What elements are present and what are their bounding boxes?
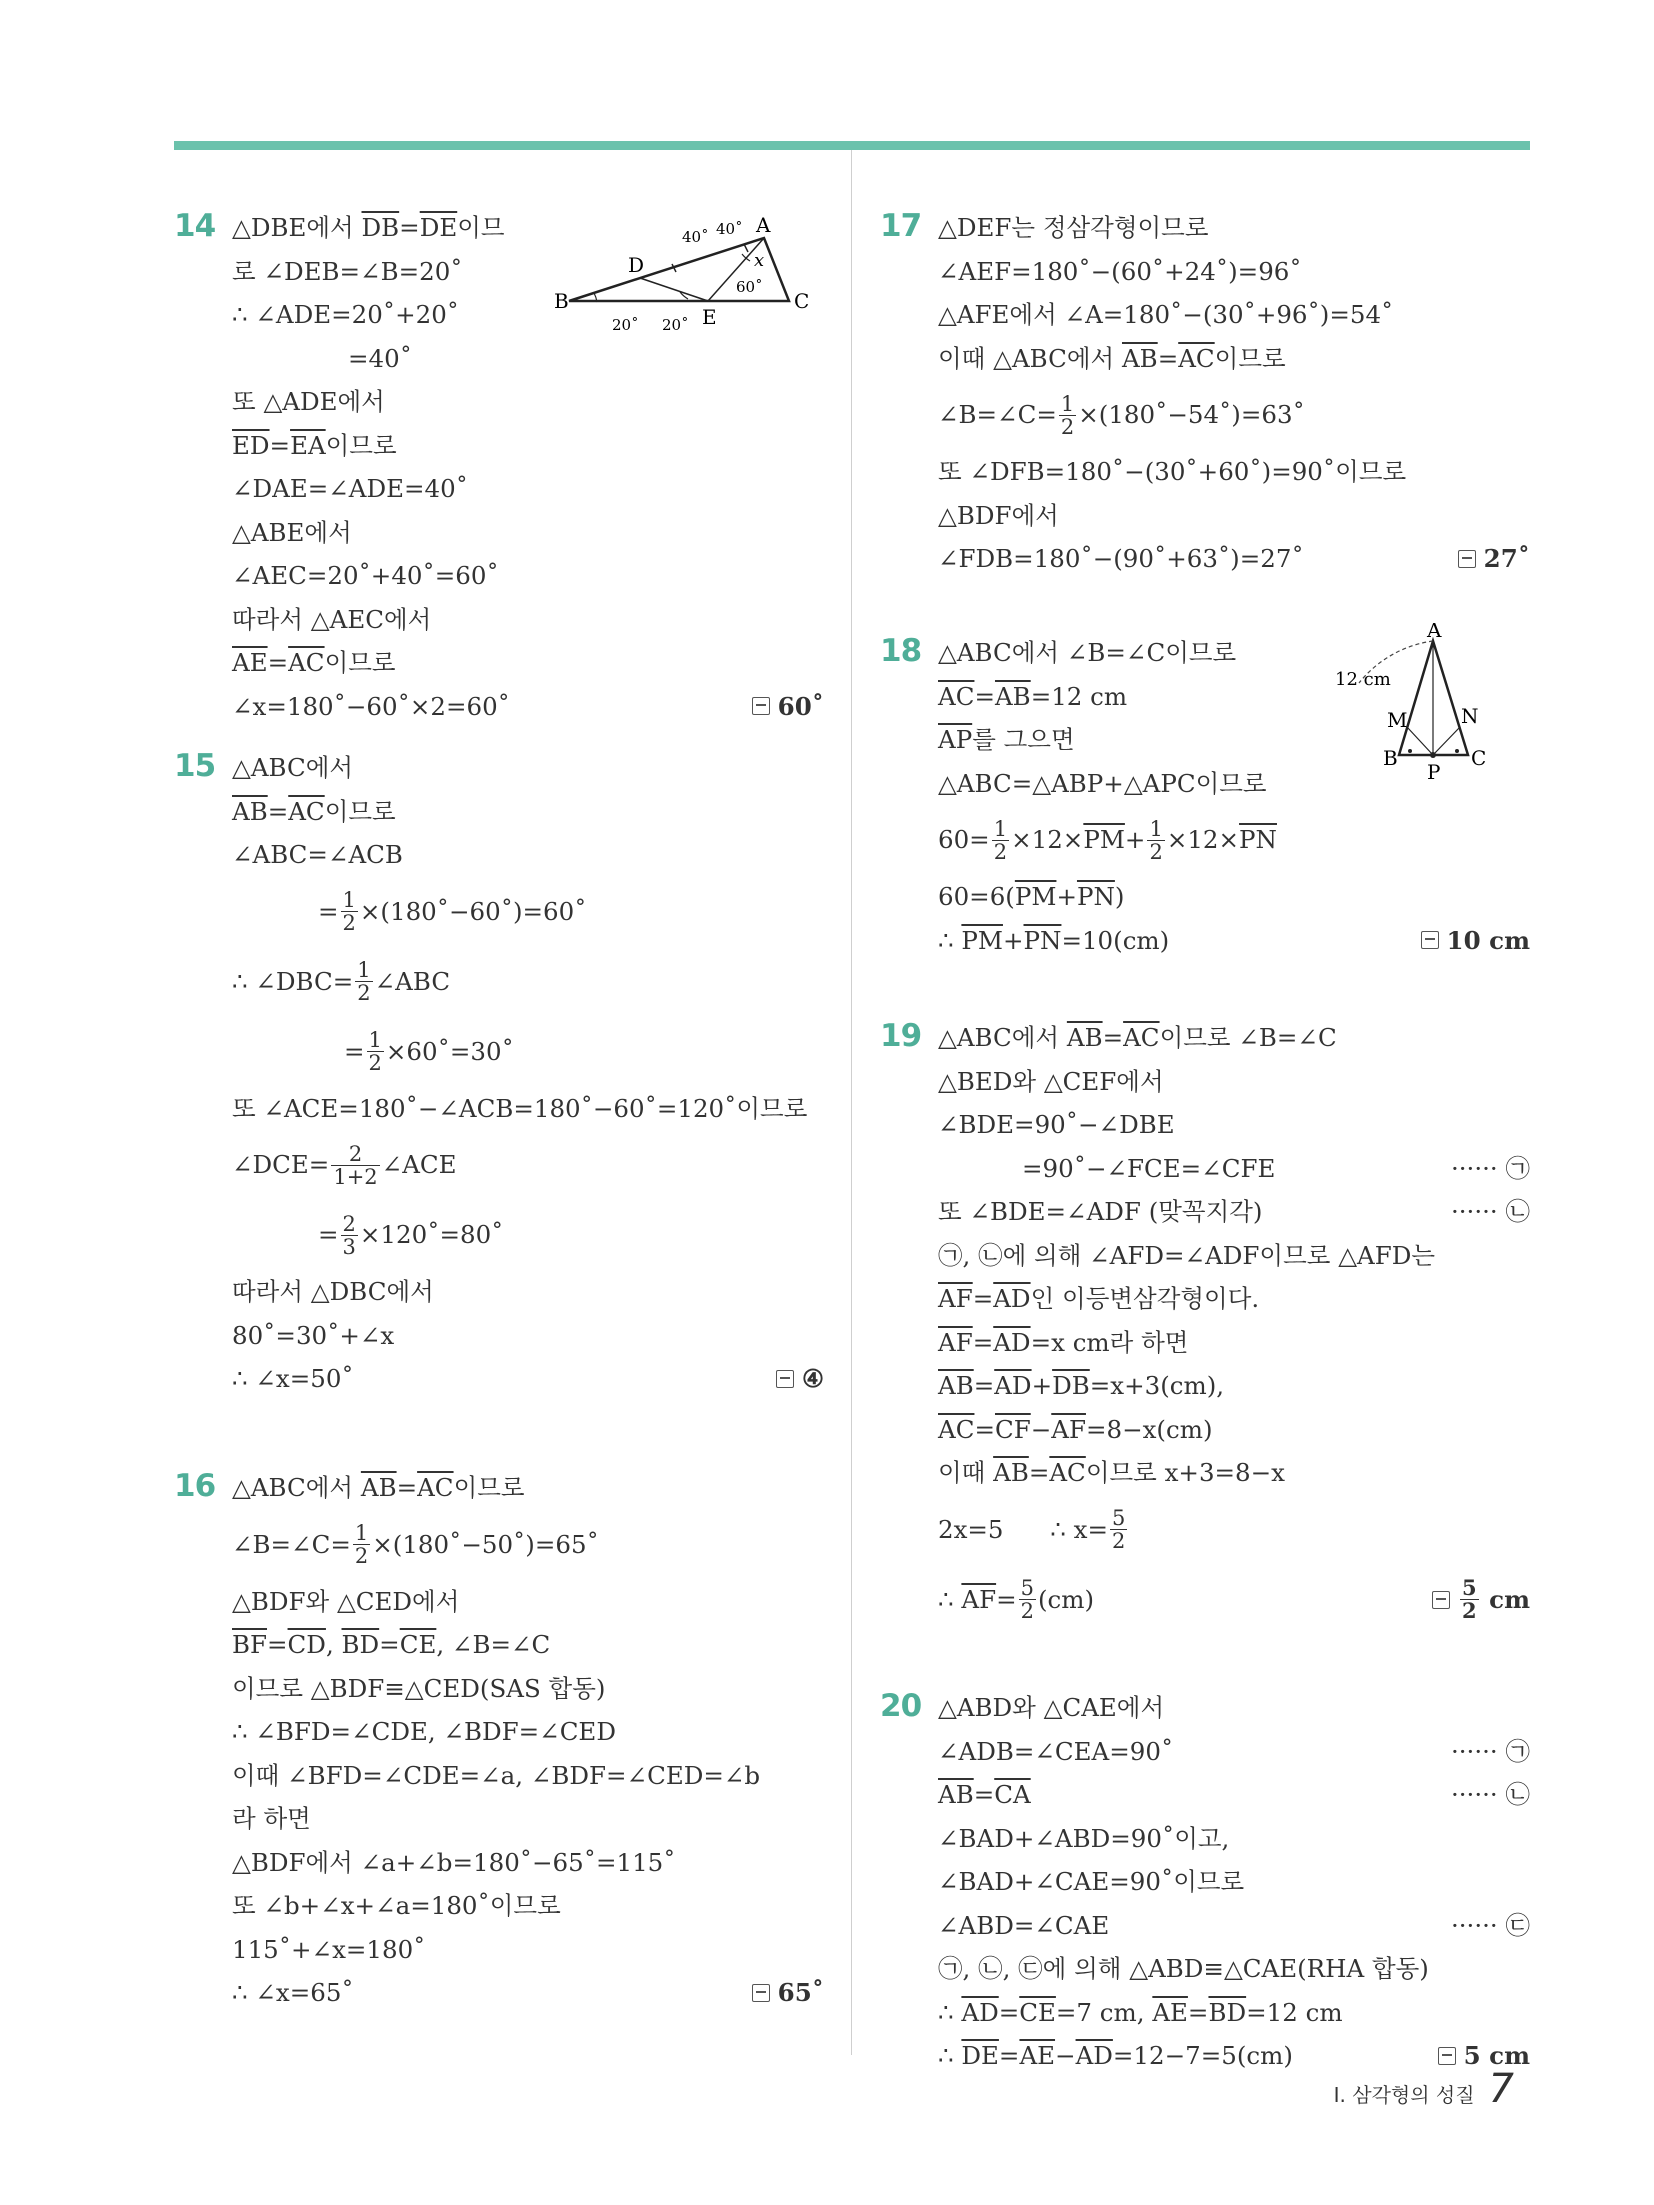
- segment: $\overline{AF}$: [961, 1584, 997, 1614]
- fig-label-x: x: [754, 250, 765, 271]
- answer-fraction: [1460, 1577, 1479, 1622]
- text: ∠BDE=90˚−∠DBE: [938, 1110, 1175, 1139]
- fig-label-C: C: [794, 289, 810, 313]
- segment: $\overline{CE}$: [1019, 1997, 1056, 2027]
- denominator: 2: [342, 911, 356, 935]
- text: +: [1002, 925, 1024, 955]
- text: △ABC에서 ∠B=∠C이므로: [938, 638, 1237, 667]
- text: ∠ADB=∠CEA=90˚: [938, 1736, 1174, 1766]
- fraction: [1110, 1507, 1127, 1552]
- text: =12−7=5(cm): [1112, 2041, 1293, 2070]
- text: 를 그으면: [972, 725, 1075, 754]
- fig-angle-20b: 20˚: [662, 316, 689, 334]
- text: 또 ∠DFB=180˚−(30˚+60˚)=90˚이므로: [938, 457, 1407, 486]
- text: =: [1157, 343, 1179, 373]
- text: △BDF와 △CED에서: [232, 1586, 460, 1616]
- text: ∠ABC: [374, 966, 451, 996]
- answer: [1432, 1577, 1530, 1622]
- text: 이때: [938, 1458, 994, 1487]
- segment: $\overline{DB}$: [1052, 1371, 1090, 1400]
- numerator: 1: [342, 888, 356, 912]
- text: ∴ ∠BFD=∠CDE, ∠BDF=∠CED: [232, 1717, 616, 1746]
- fraction: [367, 1029, 384, 1074]
- page-footer: [1334, 2066, 1514, 2112]
- segment: $\overline{AD}$: [961, 1997, 999, 2027]
- segment: $\overline{DE}$: [419, 213, 458, 242]
- text: △DBE에서: [232, 213, 362, 242]
- text: 2x=5 ∴ x=: [938, 1514, 1108, 1544]
- segment: $\overline{AC}$: [288, 648, 325, 677]
- text: 60=6(: [938, 882, 1015, 911]
- segment: $\overline{CA}$: [994, 1780, 1031, 1809]
- fig-label-B: B: [1383, 746, 1398, 770]
- text: 60=: [938, 825, 990, 855]
- text: =12 cm: [1030, 681, 1128, 711]
- text: ∠ACE: [381, 1150, 457, 1180]
- segment: $\overline{AE}$: [232, 648, 268, 677]
- answer: [752, 1971, 824, 2015]
- text: =12 cm: [1246, 1997, 1343, 2027]
- text: ∴ ∠x=65˚: [232, 1978, 354, 2007]
- text: =: [972, 1327, 994, 1357]
- segment: $\overline{DB}$: [361, 213, 400, 242]
- segment: $\overline{AE}$: [1152, 1997, 1188, 2027]
- text: =: [396, 1473, 418, 1502]
- text: 이므로: [453, 1473, 525, 1502]
- problem-19: [880, 1016, 1530, 1686]
- answer: [752, 685, 824, 729]
- text: ×12×: [1166, 825, 1240, 855]
- fig-label-A: A: [1427, 623, 1442, 642]
- text: −: [1030, 1414, 1052, 1444]
- text: 또 △ADE에서: [232, 387, 385, 416]
- text: 이므로 △BDF≡△CED(SAS 합동): [232, 1673, 606, 1703]
- segment: $\overline{BD}$: [341, 1630, 380, 1659]
- text: =: [344, 1036, 365, 1066]
- fraction: [341, 889, 358, 934]
- text: =: [973, 1780, 995, 1809]
- text: ㉠, ㉡에 의해 ∠AFD=∠ADF이므로 △AFD는: [938, 1240, 1436, 1270]
- numerator: 2: [342, 1211, 356, 1236]
- numerator: 2: [348, 1141, 363, 1166]
- text: △DEF는 정삼각형이므로: [938, 213, 1209, 242]
- segment: $\overline{AD}$: [994, 1371, 1032, 1400]
- denominator: 2: [354, 1544, 369, 1568]
- text: =x+3(cm),: [1089, 1371, 1225, 1400]
- fraction: [355, 959, 372, 1004]
- text: +: [1056, 882, 1077, 911]
- text: 80˚=30˚+∠x: [232, 1320, 395, 1350]
- fig-label-M: M: [1387, 708, 1408, 732]
- denominator: 2: [1462, 1598, 1477, 1623]
- text: △ABC에서: [232, 1473, 361, 1502]
- left-column: [174, 206, 824, 2015]
- text: △BDF에서 ∠a+∠b=180˚−65˚=115˚: [232, 1847, 676, 1877]
- equation-marker: ······ ㉠: [1450, 1736, 1530, 1766]
- text: =: [267, 648, 289, 677]
- text: =: [1028, 1458, 1050, 1487]
- segment: $\overline{AC}$: [288, 796, 325, 826]
- problem-number: 15: [174, 748, 216, 784]
- problem-15: [174, 746, 824, 1466]
- text: +: [1031, 1371, 1053, 1400]
- text: =: [318, 1220, 339, 1250]
- answer: [1458, 537, 1530, 581]
- text: =: [399, 213, 420, 242]
- right-column: [880, 206, 1530, 2078]
- column-divider: [851, 150, 852, 2055]
- fraction: [1059, 393, 1076, 438]
- fig-angle-40b: 40˚: [716, 220, 743, 238]
- text: △ABC=△ABP+△APC이므로: [938, 768, 1267, 798]
- answer-icon: [1438, 2047, 1456, 2065]
- segment: $\overline{AF}$: [938, 1327, 973, 1357]
- segment: $\overline{AC}$: [1178, 343, 1215, 373]
- answer: [776, 1357, 824, 1401]
- text: △BED와 △CEF에서: [938, 1066, 1164, 1096]
- text: 또 ∠b+∠x+∠a=180˚이므로: [232, 1891, 561, 1920]
- text: ∠BAD+∠ABD=90˚이고,: [938, 1823, 1230, 1853]
- segment: $\overline{PM}$: [1014, 882, 1057, 911]
- text: , ∠B=∠C: [436, 1630, 551, 1659]
- text: ∠AEF=180˚−(60˚+24˚)=96˚: [938, 256, 1302, 286]
- segment: $\overline{CE}$: [399, 1630, 437, 1659]
- segment: $\overline{CF}$: [994, 1414, 1031, 1444]
- text: +: [1124, 825, 1146, 855]
- text: ∠ABC=∠ACB: [232, 840, 403, 869]
- fig-label-C: C: [1471, 746, 1487, 770]
- text: =: [269, 430, 291, 460]
- text: ×(180˚−60˚)=60˚: [359, 896, 587, 926]
- segment: $\overline{AD}$: [1075, 2041, 1113, 2070]
- text: ∴: [938, 2041, 962, 2070]
- problem-17: [880, 206, 1530, 631]
- fig-label-N: N: [1461, 704, 1479, 728]
- segment: $\overline{AC}$: [1049, 1458, 1086, 1487]
- figure-18: [1335, 623, 1530, 793]
- text: 이므로: [324, 796, 396, 826]
- denominator: 2: [357, 981, 371, 1005]
- problem-number: 19: [880, 1018, 922, 1054]
- numerator: 1: [1060, 391, 1075, 416]
- fraction: [992, 818, 1009, 863]
- text: ∴: [938, 1584, 962, 1614]
- segment: $\overline{AC}$: [1123, 1023, 1160, 1052]
- answer-icon: [752, 1984, 770, 2002]
- segment: $\overline{PN}$: [1023, 925, 1062, 955]
- fraction: [1147, 818, 1164, 863]
- numerator: 1: [368, 1028, 382, 1052]
- equation-marker: ······ ㉡: [1450, 1780, 1530, 1809]
- answer-value: 65˚: [777, 1978, 824, 2007]
- segment: $\overline{BF}$: [232, 1630, 268, 1659]
- text: ×120˚=80˚: [359, 1220, 504, 1250]
- text: ∴: [938, 1997, 962, 2027]
- page-number: 7: [1488, 2066, 1514, 2112]
- text: △ABC에서: [938, 1023, 1067, 1052]
- text: ∠AEC=20˚+40˚=60˚: [232, 561, 499, 590]
- text: 따라서 △DBC에서: [232, 1277, 434, 1306]
- text: ∴ ∠DBC=: [232, 966, 354, 996]
- fraction: [1019, 1577, 1036, 1622]
- answer-icon: [1458, 550, 1476, 568]
- numerator: 5: [1020, 1576, 1034, 1600]
- answer: [1421, 919, 1530, 963]
- problem-14: [174, 206, 824, 746]
- text: 이므로: [325, 430, 397, 460]
- answer-value: 27˚: [1483, 544, 1530, 573]
- numerator: 5: [1462, 1575, 1477, 1600]
- text: 로 ∠DEB=∠B=20˚: [232, 256, 463, 286]
- text: =: [1187, 1997, 1209, 2027]
- segment: $\overline{AF}$: [938, 1284, 973, 1313]
- answer-icon: [1432, 1591, 1450, 1609]
- segment: $\overline{PM}$: [1083, 825, 1125, 855]
- text: ×60˚=30˚: [385, 1036, 514, 1066]
- denominator: 2: [1111, 1529, 1126, 1553]
- text: 이므로 x+3=8−x: [1085, 1458, 1285, 1487]
- segment: $\overline{AB}$: [938, 1371, 974, 1400]
- fig-length-label: 12 cm: [1335, 669, 1391, 690]
- text: ∴: [938, 925, 962, 955]
- text: =: [974, 681, 995, 711]
- segment: $\overline{AB}$: [994, 681, 1031, 711]
- text: 라 하면: [232, 1804, 311, 1833]
- text: =8−x(cm): [1085, 1414, 1213, 1444]
- text: 따라서 △AEC에서: [232, 604, 432, 634]
- numerator: 1: [993, 816, 1008, 841]
- text: △BDF에서: [938, 500, 1059, 530]
- problem-18: [880, 623, 1530, 1016]
- problem-20: [880, 1686, 1530, 2078]
- problem-16: [174, 1466, 824, 2015]
- problem-number: 18: [880, 633, 922, 669]
- equation-marker: ······ ㉠: [1450, 1153, 1530, 1183]
- answer-icon: [752, 697, 770, 715]
- text: =7 cm,: [1055, 1997, 1153, 2027]
- fraction: [331, 1143, 379, 1188]
- answer-icon: [776, 1370, 794, 1388]
- text: ∴ ∠x=50˚: [232, 1364, 354, 1393]
- text: ∠B=∠C=: [938, 400, 1057, 430]
- segment: $\overline{AB}$: [360, 1473, 397, 1502]
- text: =: [974, 1414, 995, 1444]
- text: ): [1114, 882, 1125, 911]
- text: 이므: [457, 213, 505, 242]
- segment: $\overline{CD}$: [287, 1630, 326, 1659]
- text: =: [998, 2041, 1020, 2070]
- problem-number: 20: [880, 1688, 922, 1724]
- segment: $\overline{AD}$: [993, 1284, 1031, 1313]
- numerator: 1: [1149, 816, 1163, 841]
- equation-marker: ······ ㉡: [1450, 1197, 1530, 1226]
- fig-label-D: D: [628, 253, 645, 277]
- segment: $\overline{AB}$: [232, 796, 268, 826]
- segment: $\overline{PN}$: [1239, 825, 1277, 855]
- segment: $\overline{AC}$: [417, 1473, 454, 1502]
- fig-label-B: B: [554, 289, 569, 313]
- text: 또 ∠BDE=∠ADF (맞꼭지각): [938, 1197, 1263, 1226]
- answer-icon: [1421, 931, 1439, 949]
- text: ∠BAD+∠CAE=90˚이므로: [938, 1867, 1245, 1896]
- fig-angle-40a: 40˚: [682, 228, 709, 246]
- segment: $\overline{AF}$: [1051, 1414, 1086, 1444]
- text: ∠B=∠C=: [232, 1529, 351, 1559]
- segment: $\overline{AC}$: [938, 681, 975, 711]
- text: =: [972, 1284, 994, 1313]
- text: =: [998, 1997, 1020, 2027]
- text: ∴ ∠ADE=20˚+20˚: [232, 300, 460, 329]
- denominator: 3: [342, 1234, 356, 1259]
- segment: $\overline{AD}$: [993, 1327, 1031, 1357]
- segment: $\overline{PN}$: [1076, 882, 1115, 911]
- numerator: 1: [354, 1521, 369, 1545]
- text: ∠x=180˚−60˚×2=60˚: [232, 691, 510, 721]
- text: 또 ∠ACE=180˚−∠ACB=180˚−60˚=120˚이므로: [232, 1093, 808, 1123]
- answer-unit: cm: [1480, 1584, 1530, 1614]
- segment: $\overline{AB}$: [1066, 1023, 1103, 1052]
- segment: $\overline{ED}$: [232, 430, 270, 460]
- text: ∠ABD=∠CAE: [938, 1910, 1110, 1940]
- text: 이므로 ∠B=∠C: [1159, 1023, 1337, 1052]
- fig-label-P: P: [1427, 760, 1441, 784]
- fig-label-E: E: [702, 305, 717, 329]
- text: △ABC에서: [232, 753, 354, 782]
- answer-value: ④: [802, 1364, 824, 1393]
- text: △ABE에서: [232, 517, 352, 547]
- text: =90˚−∠FCE=∠CFE: [1022, 1153, 1276, 1183]
- segment: $\overline{PM}$: [961, 925, 1003, 955]
- text: ×12×: [1011, 825, 1084, 855]
- text: 115˚+∠x=180˚: [232, 1934, 426, 1964]
- answer-value: 60˚: [777, 691, 824, 721]
- problem-number: 17: [880, 208, 922, 244]
- figure-14: [554, 206, 834, 336]
- problem-number: 14: [174, 208, 216, 244]
- denominator: 2: [1020, 1599, 1034, 1623]
- segment: $\overline{AP}$: [938, 725, 973, 754]
- text: =10(cm): [1061, 925, 1170, 955]
- text: △ABD와 △CAE에서: [938, 1693, 1165, 1722]
- equation-marker: ······ ㉢: [1450, 1910, 1530, 1940]
- text: 인 이등변삼각형이다.: [1030, 1284, 1260, 1313]
- text: =40˚: [348, 343, 412, 373]
- text: =: [318, 896, 339, 926]
- text: ,: [325, 1630, 342, 1659]
- text: 이므로: [1214, 343, 1286, 373]
- fig-label-A: A: [756, 213, 771, 237]
- denominator: 2: [993, 839, 1008, 864]
- text: ∠FDB=180˚−(90˚+63˚)=27˚: [938, 544, 1304, 573]
- text: (cm): [1038, 1584, 1095, 1614]
- denominator: 2: [1060, 414, 1075, 439]
- text: =: [379, 1630, 400, 1659]
- text: 이때 ∠BFD=∠CDE=∠a, ∠BDF=∠CED=∠b: [232, 1760, 761, 1790]
- text: △AFE에서 ∠A=180˚−(30˚+96˚)=54˚: [938, 300, 1394, 329]
- text: =: [267, 796, 289, 826]
- segment: $\overline{AE}$: [1019, 2041, 1056, 2070]
- numerator: 5: [1111, 1506, 1126, 1530]
- segment: $\overline{DE}$: [961, 2041, 999, 2070]
- header-accent-bar: [174, 141, 1530, 150]
- segment: $\overline{AB}$: [1121, 343, 1158, 373]
- text: 이므로: [324, 648, 396, 677]
- text: −: [1055, 2041, 1076, 2070]
- segment: $\overline{AC}$: [938, 1414, 975, 1444]
- text: ∠DCE=: [232, 1150, 330, 1180]
- answer-value: 10 cm: [1446, 925, 1530, 955]
- segment: $\overline{BD}$: [1208, 1997, 1247, 2027]
- text: =: [973, 1371, 995, 1400]
- text: ×(180˚−54˚)=63˚: [1078, 400, 1305, 430]
- fraction: [353, 1522, 370, 1567]
- fig-angle-20a: 20˚: [612, 316, 639, 334]
- text: ∠DAE=∠ADE=40˚: [232, 474, 468, 503]
- chapter-title: I. 삼각형의 성질: [1333, 2083, 1475, 2107]
- text: =: [1102, 1023, 1124, 1052]
- text: =: [996, 1584, 1017, 1614]
- text: ×(180˚−50˚)=65˚: [372, 1529, 599, 1559]
- fraction: [341, 1213, 358, 1258]
- answer-value: 5 cm: [1463, 2041, 1530, 2070]
- segment: $\overline{EA}$: [290, 430, 326, 460]
- denominator: 2: [1149, 839, 1163, 864]
- text: =: [267, 1630, 288, 1659]
- segment: $\overline{AB}$: [993, 1458, 1029, 1487]
- segment: $\overline{AB}$: [938, 1780, 974, 1809]
- problem-number: 16: [174, 1468, 216, 1504]
- denominator: 1+2: [333, 1164, 378, 1189]
- fig-angle-60: 60˚: [736, 278, 763, 296]
- text: =x cm라 하면: [1030, 1327, 1189, 1357]
- text: ㉠, ㉡, ㉢에 의해 △ABD≡△CAE(RHA 합동): [938, 1954, 1429, 1983]
- denominator: 2: [368, 1051, 382, 1075]
- numerator: 1: [357, 958, 371, 982]
- text: 이때 △ABC에서: [938, 343, 1122, 373]
